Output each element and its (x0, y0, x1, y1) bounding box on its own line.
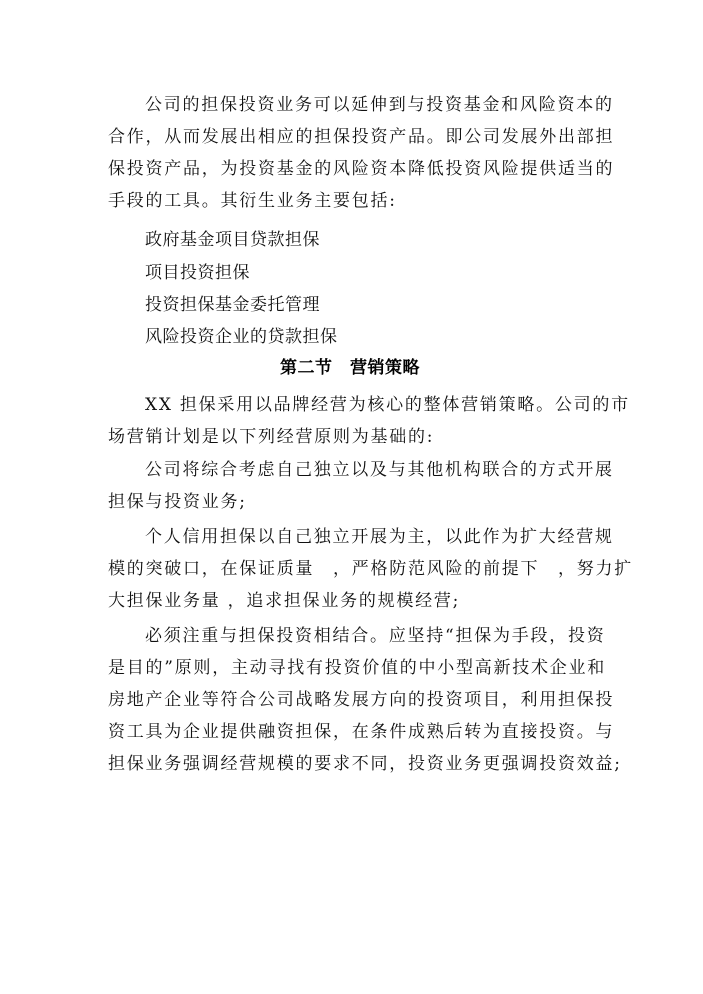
list-item: 风险投资企业的贷款担保 (145, 327, 338, 347)
paragraph-line: 公司将综合考虑自己独立以及与其他机构联合的方式开展 (145, 460, 614, 480)
list-item: 项目投资担保 (145, 263, 250, 283)
paragraph-line: 手段的工具。其衍生业务主要包括: (108, 191, 397, 211)
paragraph-line: 个人信用担保以自己独立开展为主，以此作为扩大经营规 (145, 527, 614, 547)
paragraph-line: 模的突破口，在保证质量 ，严格防范风险的前提下 ，努力扩 (108, 559, 633, 579)
section-heading: 第二节 营销策略 (280, 358, 420, 378)
list-item: 政府基金项目贷款担保 (145, 230, 320, 250)
paragraph-line: 场营销计划是以下列经营原则为基础的: (108, 427, 435, 447)
paragraph-line: 担保与投资业务; (108, 492, 247, 512)
paragraph-line: 担保业务强调经营规模的要求不同，投资业务更强调投资效益; (108, 754, 622, 774)
paragraph-line: 是目的”原则，主动寻找有投资价值的中小型高新技术企业和 (108, 658, 606, 678)
paragraph-line: 房地产企业等符合公司战略发展方向的投资项目，利用担保投 (108, 690, 615, 710)
paragraph-line: 合作，从而发展出相应的担保投资产品。即公司发展外出部担 (108, 127, 615, 147)
paragraph-line: 大担保业务量 ，追求担保业务的规模经营; (108, 591, 461, 611)
paragraph-line: XX 担保采用以品牌经营为核心的整体营销策略。公司的市 (145, 395, 630, 415)
paragraph-line: 必须注重与担保投资相结合。应坚持“担保为手段，投资 (145, 626, 606, 646)
paragraph-line: 资工具为企业提供融资担保，在条件成熟后转为直接投资。与 (108, 722, 615, 742)
list-item: 投资担保基金委托管理 (145, 295, 320, 315)
paragraph-line: 保投资产品，为投资基金的风险资本降低投资风险提供适当的 (108, 159, 615, 179)
paragraph-line: 公司的担保投资业务可以延伸到与投资基金和风险资本的 (145, 95, 614, 115)
